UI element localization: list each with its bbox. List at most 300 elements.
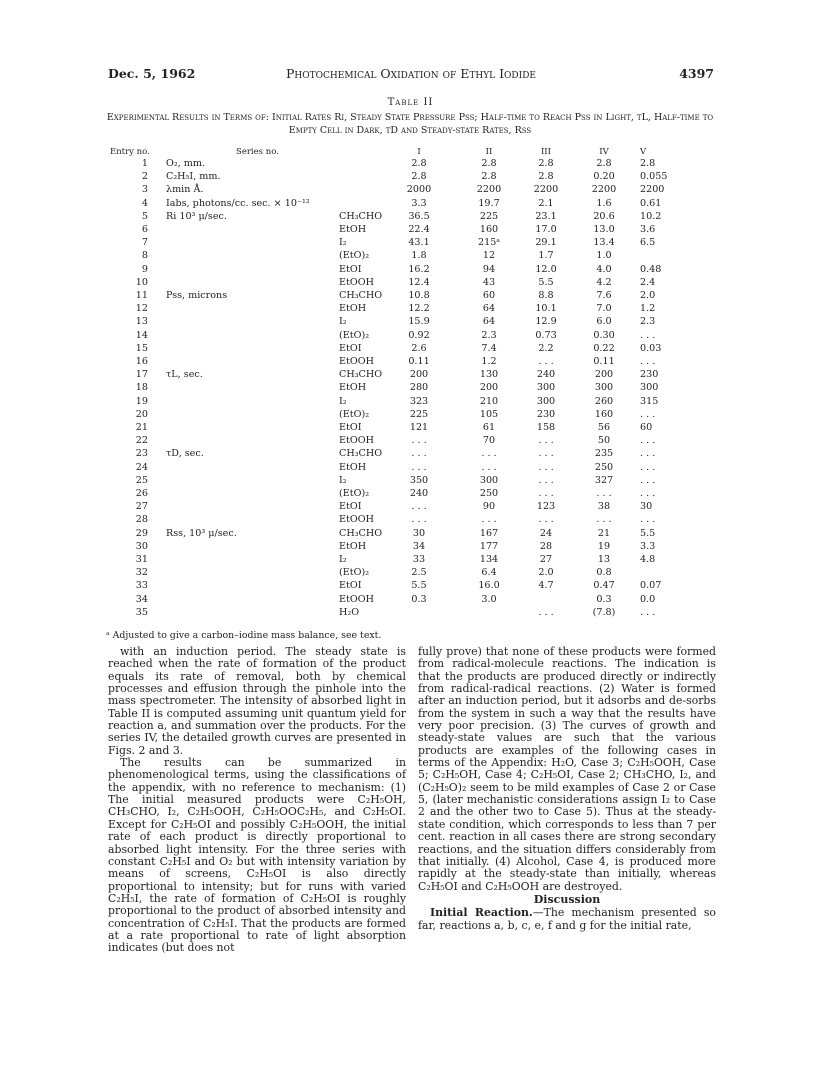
row-species: CH₃CHO bbox=[339, 527, 383, 539]
table-row bbox=[0, 435, 821, 449]
table-cell: 28 bbox=[539, 540, 553, 552]
table-cell: . . . bbox=[411, 435, 427, 447]
table-row bbox=[0, 475, 821, 489]
row-species: EtOI bbox=[339, 501, 362, 513]
table-cell: 6.4 bbox=[481, 567, 497, 579]
table-header-series-i: I bbox=[417, 147, 421, 157]
table-cell: 1.2 bbox=[481, 356, 497, 367]
table-cell: 0.11 bbox=[408, 356, 430, 367]
table-cell: 2.8 bbox=[481, 158, 497, 169]
table-cell: 300 bbox=[479, 474, 499, 486]
table-cell: . . . bbox=[640, 461, 656, 473]
row-species: EtOH bbox=[339, 303, 367, 315]
table-cell: 10.1 bbox=[535, 303, 557, 315]
header-date: Dec. 5, 1962 bbox=[108, 66, 196, 81]
table-cell: 250 bbox=[594, 461, 614, 473]
table-cell: 2200 bbox=[640, 184, 665, 196]
table-cell: 2200 bbox=[533, 184, 559, 196]
table-cell: 16.0 bbox=[478, 580, 500, 592]
table-cell: 158 bbox=[536, 422, 556, 433]
table-cell: . . . bbox=[640, 606, 656, 618]
table-cell: 70 bbox=[482, 435, 496, 447]
table-cell: 10.2 bbox=[640, 210, 662, 222]
row-quantity-label: Ri 10³ μ/sec. bbox=[166, 210, 227, 222]
table-cell: 2000 bbox=[406, 184, 432, 196]
run-in-heading: Initial Reaction. bbox=[430, 906, 533, 920]
table-header-series-v: V bbox=[640, 147, 647, 157]
table-cell: 200 bbox=[594, 369, 614, 381]
table-cell: 13.0 bbox=[593, 224, 615, 235]
table-cell: 43.1 bbox=[408, 237, 430, 249]
table-cell: 230 bbox=[640, 369, 659, 381]
table-cell: 5.5 bbox=[411, 580, 427, 592]
table-cell: 64 bbox=[482, 316, 496, 328]
table-cell: . . . bbox=[481, 514, 497, 526]
table-cell: 0.22 bbox=[593, 342, 615, 354]
row-species: H₂O bbox=[339, 606, 360, 618]
table-cell: . . . bbox=[538, 514, 554, 526]
row-species: EtOH bbox=[339, 224, 367, 235]
table-cell: 60 bbox=[482, 290, 496, 301]
table-cell: 350 bbox=[409, 474, 429, 486]
table-cell: 225 bbox=[479, 210, 499, 222]
table-row bbox=[0, 184, 821, 198]
table-cell: 12.2 bbox=[408, 303, 430, 315]
table-caption: Experimental Results in Terms of: Initial Rates Ri, Steady State Pressure Pss; Half-time to Reach Pss in Light, τL, Half-time to Empty Cell in Dark, τD and Steady-state Rates, Rss bbox=[106, 112, 714, 136]
table-row bbox=[0, 224, 821, 238]
table-row bbox=[0, 356, 821, 370]
entry-number: 4 bbox=[141, 197, 148, 209]
table-row bbox=[0, 211, 821, 225]
entry-number: 5 bbox=[141, 210, 148, 222]
table-row bbox=[0, 501, 821, 515]
table-cell: 160 bbox=[594, 408, 614, 420]
row-species: EtOOH bbox=[339, 435, 374, 447]
table-cell: 0.03 bbox=[640, 342, 662, 354]
table-cell: 10.8 bbox=[408, 290, 430, 301]
table-cell: 12.9 bbox=[535, 316, 557, 328]
table-cell: 200 bbox=[479, 382, 499, 394]
table-cell: . . . bbox=[640, 448, 656, 460]
table-row bbox=[0, 580, 821, 594]
entry-number: 13 bbox=[135, 316, 148, 328]
table-number: Table II bbox=[387, 97, 434, 108]
table-cell: 13 bbox=[597, 554, 611, 565]
table-cell: 2200 bbox=[591, 184, 617, 196]
table-row bbox=[0, 158, 821, 172]
left-column bbox=[108, 646, 406, 955]
table-cell: 4.2 bbox=[596, 276, 612, 288]
table-cell: 300 bbox=[536, 395, 556, 407]
table-cell: 3.3 bbox=[411, 197, 427, 209]
entry-number: 3 bbox=[141, 184, 148, 196]
entry-number: 6 bbox=[141, 224, 148, 235]
table-row bbox=[0, 290, 821, 304]
table-cell: 2.8 bbox=[538, 171, 554, 183]
table-cell: . . . bbox=[538, 435, 554, 447]
table-cell: 177 bbox=[479, 540, 499, 552]
table-cell: 0.3 bbox=[596, 593, 612, 605]
entry-number: 20 bbox=[135, 408, 148, 420]
table-cell: 27 bbox=[539, 554, 553, 565]
row-species: EtOOH bbox=[339, 356, 374, 367]
entry-number: 21 bbox=[135, 422, 148, 433]
table-cell: 29.1 bbox=[535, 237, 557, 249]
row-species: I₂ bbox=[339, 237, 347, 249]
table-cell: 250 bbox=[479, 488, 499, 499]
entry-number: 33 bbox=[135, 580, 148, 592]
table-row bbox=[0, 198, 821, 212]
table-cell: 4.7 bbox=[538, 580, 554, 592]
table-cell: 12.4 bbox=[408, 276, 430, 288]
entry-number: 15 bbox=[135, 342, 148, 354]
table-cell: 235 bbox=[594, 448, 614, 460]
table-cell: 1.2 bbox=[640, 303, 656, 315]
table-row bbox=[0, 250, 821, 264]
row-quantity-label: τD, sec. bbox=[166, 448, 204, 460]
table-cell: 56 bbox=[597, 422, 611, 433]
table-cell: 2.8 bbox=[411, 171, 427, 183]
table-cell: 43 bbox=[482, 276, 496, 288]
table-cell: . . . bbox=[538, 356, 554, 367]
table-cell: . . . bbox=[538, 474, 554, 486]
entry-number: 9 bbox=[141, 263, 148, 275]
entry-number: 7 bbox=[141, 237, 148, 249]
table-cell: 3.0 bbox=[481, 593, 497, 605]
table-cell: 64 bbox=[482, 303, 496, 315]
table-cell: . . . bbox=[481, 461, 497, 473]
table-cell: 3.6 bbox=[640, 224, 656, 235]
row-species: EtOH bbox=[339, 540, 367, 552]
table-cell: 260 bbox=[594, 395, 614, 407]
table-cell: 4.8 bbox=[640, 554, 656, 565]
table-cell: 2.0 bbox=[538, 567, 554, 579]
table-cell: 200 bbox=[409, 369, 429, 381]
table-cell: 6.0 bbox=[596, 316, 612, 328]
table-cell: 2.3 bbox=[640, 316, 656, 328]
table-row bbox=[0, 594, 821, 608]
table-row bbox=[0, 382, 821, 396]
entry-number: 23 bbox=[135, 448, 148, 460]
row-quantity-label: Rss, 10³ μ/sec. bbox=[166, 527, 237, 539]
table-cell: 105 bbox=[479, 408, 499, 420]
row-species: (EtO)₂ bbox=[339, 250, 370, 262]
row-species: I₂ bbox=[339, 316, 347, 328]
table-cell: . . . bbox=[411, 448, 427, 460]
table-cell: 230 bbox=[536, 408, 556, 420]
table-cell: 2.8 bbox=[596, 158, 612, 169]
table-row bbox=[0, 554, 821, 568]
table-cell: 2.5 bbox=[411, 567, 427, 579]
entry-number: 16 bbox=[135, 356, 148, 367]
row-species: EtOOH bbox=[339, 514, 374, 526]
table-cell: 2.6 bbox=[411, 342, 427, 354]
table-cell: 240 bbox=[409, 488, 429, 499]
table-row bbox=[0, 422, 821, 436]
table-cell: 121 bbox=[409, 422, 429, 433]
table-cell: . . . bbox=[596, 488, 612, 499]
table-cell: 0.20 bbox=[593, 171, 615, 183]
table-row bbox=[0, 514, 821, 528]
right-column bbox=[418, 646, 716, 932]
table-cell: 2.2 bbox=[538, 342, 554, 354]
row-species: EtOI bbox=[339, 422, 362, 433]
table-row bbox=[0, 277, 821, 291]
table-cell: 280 bbox=[409, 382, 429, 394]
row-species: (EtO)₂ bbox=[339, 488, 370, 499]
row-species: CH₃CHO bbox=[339, 210, 383, 222]
table-cell: 50 bbox=[597, 435, 611, 447]
entry-number: 18 bbox=[135, 382, 148, 394]
table-cell: . . . bbox=[640, 514, 656, 526]
entry-number: 17 bbox=[135, 369, 148, 381]
table-footnote: ᵃ Adjusted to give a carbon–iodine mass balance, see text. bbox=[106, 630, 382, 641]
entry-number: 19 bbox=[135, 395, 148, 407]
table-cell: 2.0 bbox=[640, 290, 656, 301]
table-cell: 0.48 bbox=[640, 263, 662, 275]
section-heading: Discussion bbox=[533, 892, 601, 906]
table-cell: 94 bbox=[482, 263, 496, 275]
table-cell: . . . bbox=[640, 356, 656, 367]
table-cell: 160 bbox=[479, 224, 499, 235]
table-cell: 2.1 bbox=[538, 197, 554, 209]
table-cell: 4.0 bbox=[596, 263, 612, 275]
table-header-entry: Entry no. bbox=[110, 147, 150, 157]
table-row bbox=[0, 237, 821, 251]
table-cell: 20.6 bbox=[593, 210, 615, 222]
table-cell: 33 bbox=[412, 554, 426, 565]
table-cell: 130 bbox=[479, 369, 499, 381]
table-cell: 5.5 bbox=[640, 527, 656, 539]
entry-number: 24 bbox=[135, 461, 148, 473]
table-cell: 0.73 bbox=[535, 329, 557, 341]
table-row bbox=[0, 396, 821, 410]
table-cell: . . . bbox=[640, 435, 656, 447]
table-row bbox=[0, 528, 821, 542]
table-cell: 2.8 bbox=[538, 158, 554, 169]
row-species: CH₃CHO bbox=[339, 369, 383, 381]
table-cell: (7.8) bbox=[592, 606, 616, 618]
table-cell: 22.4 bbox=[408, 224, 430, 235]
table-cell: 225 bbox=[409, 408, 429, 420]
table-cell: 215ᵃ bbox=[477, 237, 500, 249]
entry-number: 1 bbox=[141, 158, 148, 169]
entry-number: 11 bbox=[135, 290, 148, 301]
table-cell: . . . bbox=[538, 461, 554, 473]
table-header-series-iv: IV bbox=[599, 147, 609, 157]
entry-number: 14 bbox=[135, 329, 148, 341]
table-cell: 0.11 bbox=[593, 356, 615, 367]
body-paragraph: with an induction period. The steady state is reached when the rate of formation of the product equals its rate of removal, both by chemical processes and effusion through the pinhole into the mass spectrometer. The intensity of absorbed light in Table II is computed assuming unit quantum yield for reaction a, and summation over the products. For the series IV, the detailed growth curves are presented in Figs. 2 and 3. bbox=[108, 645, 406, 757]
row-species: CH₃CHO bbox=[339, 448, 383, 460]
table-cell: . . . bbox=[538, 448, 554, 460]
table-cell: 0.30 bbox=[593, 329, 615, 341]
table-cell: 61 bbox=[482, 422, 496, 433]
paragraph-text: —The mechanism presented so far, reactions a, b, c, e, f and g for the initial rate, bbox=[418, 906, 716, 932]
table-cell: 7.6 bbox=[596, 290, 612, 301]
table-cell: 300 bbox=[536, 382, 556, 394]
body-paragraph: The results can be summarized in phenomenological terms, using the classifications of the appendix, with no reference to mechanism: (1) The initial measured products were C₂H₅OH, CH₃CHO, I₂, C₂H₅OOH, C₂H₅OOC₂H₅, and C₂H₅OI. Except for C₂H₅OI and possibly C₂H₅OOH, the initial rate of each product is directly proportional to absorbed light intensity. For the three series with constant C₂H₅I and O₂ but with intensity variation by means of screens, C₂H₅OI is also directly proportional to intensity; but for runs with varied C₂H₅I, the rate of formation of C₂H₅OI is roughly proportional to the product of absorbed intensity and concentration of C₂H₅I. That the products are formed at a rate proportional to rate of light absorption indicates (but does not bbox=[108, 756, 406, 955]
body-paragraph bbox=[418, 907, 716, 932]
table-cell: . . . bbox=[640, 329, 656, 341]
table-row bbox=[0, 316, 821, 330]
table-row bbox=[0, 462, 821, 476]
table-cell: 30 bbox=[640, 501, 653, 513]
table-cell: 2.8 bbox=[481, 171, 497, 183]
table-cell: 0.055 bbox=[640, 171, 668, 183]
table-cell: 19.7 bbox=[478, 197, 500, 209]
table-cell: 2.3 bbox=[481, 329, 497, 341]
table-cell: . . . bbox=[411, 501, 427, 513]
table-cell: 90 bbox=[482, 501, 496, 513]
row-species: EtOOH bbox=[339, 276, 374, 288]
entry-number: 22 bbox=[135, 435, 148, 447]
table-row bbox=[0, 369, 821, 383]
table-row bbox=[0, 343, 821, 357]
table-cell: 3.3 bbox=[640, 540, 656, 552]
entry-number: 28 bbox=[135, 514, 148, 526]
table-row bbox=[0, 330, 821, 344]
table-cell: 2.8 bbox=[411, 158, 427, 169]
table-cell: 36.5 bbox=[408, 210, 430, 222]
table-cell: 34 bbox=[412, 540, 426, 552]
table-cell: 240 bbox=[536, 369, 556, 381]
table-cell: 30 bbox=[412, 527, 426, 539]
row-quantity-label: Iabs, photons/cc. sec. × 10⁻¹² bbox=[166, 197, 310, 209]
table-cell: 0.3 bbox=[411, 593, 427, 605]
row-quantity-label: C₂H₅I, mm. bbox=[166, 171, 221, 183]
table-header-series: Series no. bbox=[236, 147, 279, 157]
table-cell: . . . bbox=[640, 408, 656, 420]
table-cell: 0.92 bbox=[408, 329, 430, 341]
row-species: (EtO)₂ bbox=[339, 329, 370, 341]
table-row bbox=[0, 303, 821, 317]
table-cell: 0.0 bbox=[640, 593, 656, 605]
header-page-number: 4397 bbox=[679, 66, 714, 81]
table-header-series-ii: II bbox=[485, 147, 493, 157]
table-cell: 1.7 bbox=[538, 250, 554, 262]
table-cell: . . . bbox=[411, 514, 427, 526]
table-cell: 12.0 bbox=[535, 263, 557, 275]
table-cell: 16.2 bbox=[408, 263, 430, 275]
row-quantity-label: λmin Å. bbox=[166, 184, 204, 196]
row-species: I₂ bbox=[339, 554, 347, 565]
table-cell: 23.1 bbox=[535, 210, 557, 222]
entry-number: 25 bbox=[135, 474, 148, 486]
table-cell: 300 bbox=[594, 382, 614, 394]
table-cell: 7.0 bbox=[596, 303, 612, 315]
table-row bbox=[0, 264, 821, 278]
row-species: I₂ bbox=[339, 474, 347, 486]
table-cell: 134 bbox=[479, 554, 499, 565]
row-species: EtOI bbox=[339, 580, 362, 592]
row-species: EtOI bbox=[339, 342, 362, 354]
table-cell: . . . bbox=[481, 448, 497, 460]
table-cell: . . . bbox=[596, 514, 612, 526]
entry-number: 26 bbox=[135, 488, 148, 499]
entry-number: 35 bbox=[135, 606, 148, 618]
entry-number: 29 bbox=[135, 527, 148, 539]
table-cell: 315 bbox=[640, 395, 659, 407]
table-cell: 2200 bbox=[476, 184, 502, 196]
table-row bbox=[0, 567, 821, 581]
table-cell: . . . bbox=[411, 461, 427, 473]
row-species: (EtO)₂ bbox=[339, 408, 370, 420]
table-cell: 210 bbox=[479, 395, 499, 407]
row-quantity-label: τL, sec. bbox=[166, 369, 203, 381]
table-cell: 2.8 bbox=[640, 158, 656, 169]
table-cell: . . . bbox=[640, 488, 656, 499]
table-cell: 2.4 bbox=[640, 276, 656, 288]
table-row bbox=[0, 448, 821, 462]
running-header bbox=[108, 66, 714, 82]
row-species: I₂ bbox=[339, 395, 347, 407]
table-cell: 21 bbox=[597, 527, 611, 539]
table-cell: 300 bbox=[640, 382, 659, 394]
table-cell: 0.07 bbox=[640, 580, 662, 592]
row-species: EtOOH bbox=[339, 593, 374, 605]
table-cell: 38 bbox=[597, 501, 611, 513]
row-species: EtOI bbox=[339, 263, 362, 275]
table-row bbox=[0, 488, 821, 502]
header-journal-title: Photochemical Oxidation of Ethyl Iodide bbox=[286, 66, 536, 81]
entry-number: 31 bbox=[135, 554, 148, 565]
table-cell: 24 bbox=[539, 527, 553, 539]
table-row bbox=[0, 409, 821, 423]
row-species: CH₃CHO bbox=[339, 290, 383, 301]
table-cell: 5.5 bbox=[538, 276, 554, 288]
table-cell: 167 bbox=[479, 527, 499, 539]
row-quantity-label: Pss, microns bbox=[166, 290, 228, 301]
row-species: (EtO)₂ bbox=[339, 567, 370, 579]
body-paragraph: fully prove) that none of these products were formed from radical-molecule reactions. The indication is that the products are produced directly or indirectly from radical-radical reactions. (2) Water is formed after an induction period, but it adsorbs and de-sorbs from the system in such a way that the results have very poor precision. (3) The curves of growth and steady-state values are such that the various products are examples of the following cases in terms of the Appendix: H₂O, Case 3; C₂H₅OOH, Case 5; C₂H₅OH, Case 4; C₂H₅OI, Case 2; CH₃CHO, I₂, and (C₂H₅O)₂ seem to be mild examples of Case 2 or Case 5, (later mechanistic considerations assign I₂ to Case 2 and the other two to Case 5). Thus at the steady-state condition, which corresponds to less than 7 per cent. reaction in all cases there are strong secondary reactions, and the situation differs considerably from that initially. (4) Alcohol, Case 4, is produced more rapidly at the steady-state than initially, whereas C₂H₅OI and C₂H₅OOH are destroyed. bbox=[418, 645, 716, 893]
entry-number: 30 bbox=[135, 540, 148, 552]
table-cell: 123 bbox=[536, 501, 556, 513]
table-cell: 1.8 bbox=[411, 250, 427, 262]
table-header-series-iii: III bbox=[540, 147, 552, 157]
table-cell: 12 bbox=[482, 250, 496, 262]
table-cell: 1.6 bbox=[596, 197, 612, 209]
table-cell: . . . bbox=[640, 474, 656, 486]
table-row bbox=[0, 541, 821, 555]
table-cell: 13.4 bbox=[593, 237, 615, 249]
entry-number: 32 bbox=[135, 567, 148, 579]
table-cell: 17.0 bbox=[535, 224, 557, 235]
row-quantity-label: O₂, mm. bbox=[166, 158, 206, 169]
table-cell: 19 bbox=[597, 540, 611, 552]
table-cell: 0.8 bbox=[596, 567, 612, 579]
entry-number: 2 bbox=[141, 171, 148, 183]
entry-number: 27 bbox=[135, 501, 148, 513]
table-cell: 6.5 bbox=[640, 237, 656, 249]
row-species: EtOH bbox=[339, 461, 367, 473]
table-cell: . . . bbox=[538, 606, 554, 618]
table-cell: 7.4 bbox=[481, 342, 497, 354]
table-cell: 60 bbox=[640, 422, 653, 433]
row-species: EtOH bbox=[339, 382, 367, 394]
table-cell: 0.61 bbox=[640, 197, 662, 209]
table-cell: 323 bbox=[409, 395, 429, 407]
entry-number: 8 bbox=[141, 250, 148, 262]
entry-number: 34 bbox=[135, 593, 148, 605]
table-cell: 15.9 bbox=[408, 316, 430, 328]
entry-number: 10 bbox=[135, 276, 148, 288]
table-row bbox=[0, 171, 821, 185]
table-cell: 8.8 bbox=[538, 290, 554, 301]
table-cell: 327 bbox=[594, 474, 614, 486]
table-cell: 0.47 bbox=[593, 580, 615, 592]
table-cell: 1.0 bbox=[596, 250, 612, 262]
